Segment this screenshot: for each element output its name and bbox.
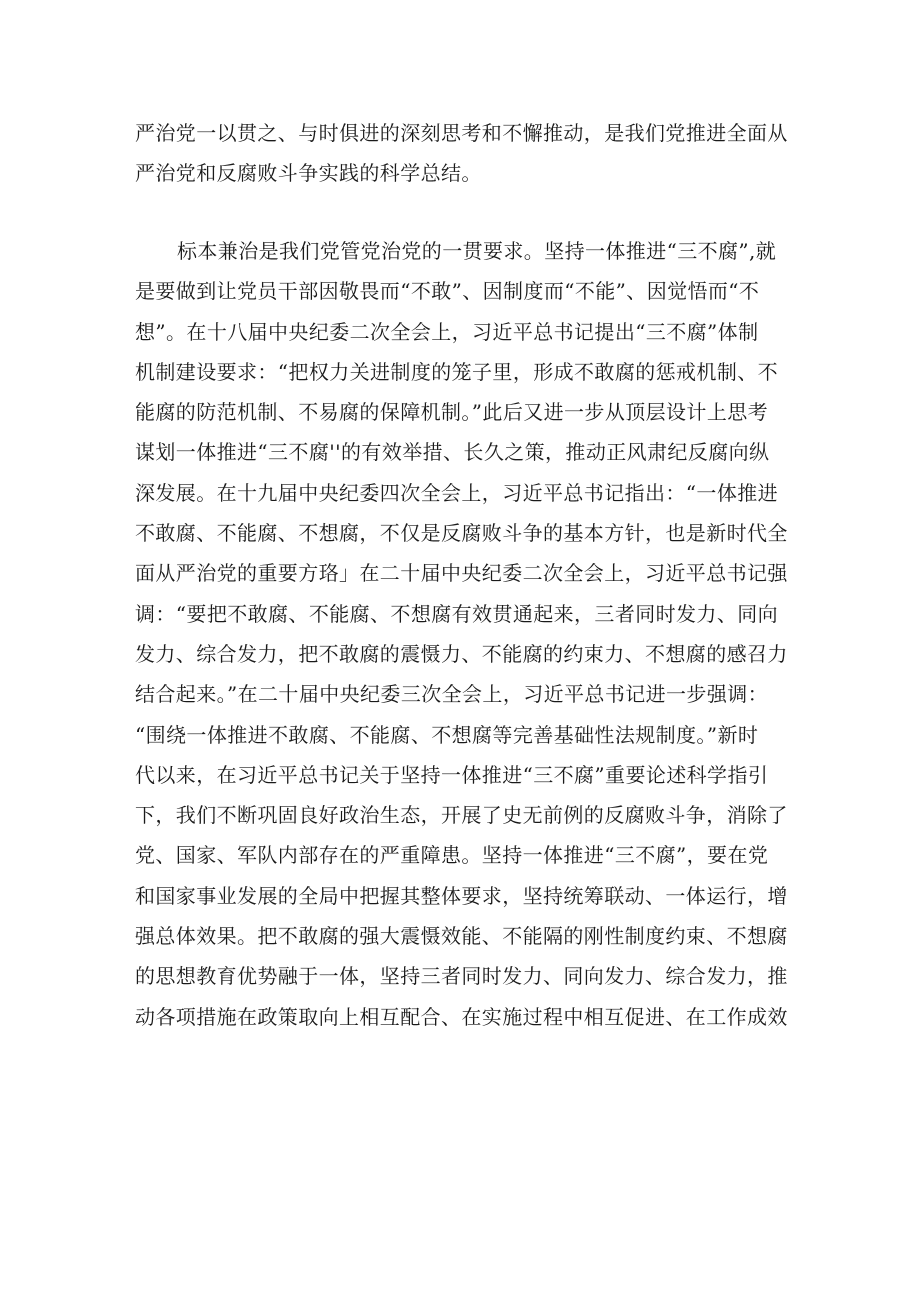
paragraph-2-line: 是要做到让党员干部因敬畏而“不敢”、因制度而“不能”、因觉悟而“不 — [135, 279, 760, 304]
paragraph-2-line: 发力、综合发力，把不敢腐的震慑力、不能腐的约束力、不想腐的感召力 — [135, 641, 788, 666]
paragraph-2-line: 下，我们不断巩固良好政治生态，开展了史无前例的反腐败斗争，消除了 — [135, 803, 788, 828]
paragraph-1-line: 严治党和反腐败斗争实践的科学总结。 — [135, 161, 482, 186]
paragraph-2-line: “围绕一体推进不敢腐、不能腐、不想腐等完善基础性法规制度。”新时 — [135, 722, 759, 747]
paragraph-2 — [135, 231, 795, 1037]
paragraph-2-line: 想”。在十八届中央纪委二次全会上，习近平总书记提出“三不腐”体制 — [135, 319, 759, 344]
paragraph-2-line: 结合起来。”在二十届中央纪委三次全会上，习近平总书记进一步强调： — [135, 682, 769, 707]
paragraph-2-line: 面从严治党的重要方珞」在二十届中央纪委二次全会上，习近平总书记强 — [135, 561, 788, 586]
paragraph-2-line: 和国家事业发展的全局中把握其整体要求，坚持统筹联动、一体运行，增 — [135, 883, 788, 908]
paragraph-2-line: 能腐的防范机制、不易腐的保障机制。”此后又进一步从顶层设计上思考 — [135, 400, 769, 425]
paragraph-2-line: 调：“要把不敢腐、不能腐、不想腐有效贯通起来，三者同时发力、同向 — [135, 601, 779, 626]
paragraph-2-line: 不敢腐、不能腐、不想腐，不仅是反腐败斗争的基本方针，也是新时代全 — [135, 521, 788, 546]
paragraph-2-line: 代以来，在习近平总书记关于坚持一体推进“三不腐”重要论述科学指引 — [135, 762, 769, 787]
paragraph-1 — [135, 113, 795, 194]
paragraph-2-line: 强总体效果。把不敢腐的强大震慑效能、不能隔的刚性制度约束、不想腐 — [135, 924, 788, 949]
paragraph-2-line: 的思想教育优势融于一体，坚持三者同时发力、同向发力、综合发力，推 — [135, 964, 788, 989]
paragraph-2-line: 标本兼治是我们党管党治党的一贯要求。坚持一体推进“三不腐”,就 — [177, 239, 777, 263]
paragraph-1-line: 严治党一以贯之、与时俱进的深刻思考和不懈推动，是我们党推进全面从 — [135, 121, 788, 145]
paragraph-2-line: 动各项措施在政策取向上相互配合、在实施过程中相互促进、在工作成效 — [135, 1004, 788, 1029]
paragraph-2-line: 谋划一体推进“三不腐''的有效举措、长久之策，推动正风肃纪反腐向纵 — [135, 440, 770, 465]
paragraph-2-line: 深发展。在十九届中央纪委四次全会上，习近平总书记指出：“一体推进 — [135, 480, 779, 505]
paragraph-2-line: 党、国家、军队内部存在的严重障患。坚持一体推进“三不腐”，要在党 — [135, 843, 769, 868]
paragraph-2-line: 机制建设要求：“把权力关进制度的笼子里，形成不敢腐的惩戒机制、不 — [135, 359, 779, 384]
